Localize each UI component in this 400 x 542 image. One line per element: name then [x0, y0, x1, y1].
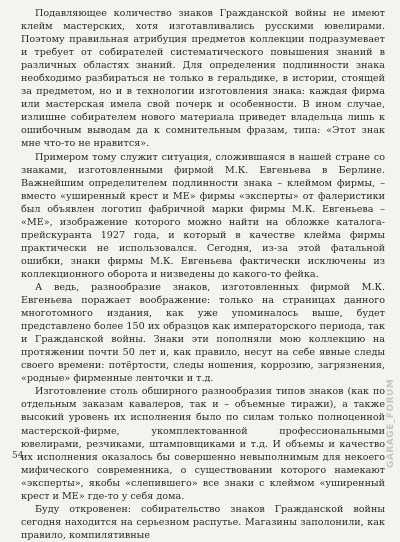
page-text [21, 7, 385, 542]
paragraph-5: Буду откровенен: собирательство знаков Гражданской войны сегодня находится на серьезном распутье. Магазины заполонили, как правило, компилятивные [21, 503, 385, 541]
paragraph-4: Изготовление столь обширного разнообразия типов знаков (как по отдельным заказам кавалеров, так и – объемные тиражи), а также высокий уровень их исполнения было по силам только полноценной мастерской-фирме, укомплектованной профессиональными ювелирами, резчиками, штамповщиками и т.д. И объемы и качество их исполнения оказалось бы совершенно невыполнимым для некоего мифического современника, о существовании которого намекают «эксперты», якобы «слепившего» все знаки с клеймом «уширенный крест и МЕ» где-то у себя дома. [21, 386, 385, 502]
paragraph-1: Подавляющее количество знаков Гражданской войны не имеют клейм мастерских, хотя изготавливались русскими ювелирами. Поэтому правильная атрибуция предметов коллекции подразумевает и требует от собирателей систематического повышения знаний в различных областях знаний. Для определения подлинности знака необходимо разбираться не только в геральдике, в истории, стоящей за предметом, но и в технологии изготовления знака: каждая фирма или мастерская имела свой почерк и особенности. В ином случае, излишне собирателем нового материала приведет владельца лишь к ошибочным выводам да к сомнительным фразам, типа: «Этот знак мне что-то не нравится». [21, 8, 385, 150]
paragraph-3: А ведь, разнообразие знаков, изготовленных фирмой М.К. Евгеньева поражает воображение: только на страницах данного многотомного издания, как уже упоминалось выше, будет представлено более 150 их образцов как императорского периода, так и Гражданской войны. Знаки эти пополняли мою коллекцию на протяжении почти 50 лет и, как правило, несут на себе явные следы своего времени: потёртости, следы ношения, коррозию, загрязнения, «родные» фирменные ленточки и т.д. [21, 281, 385, 385]
paragraph-2: Примером тому служит ситуация, сложившаяся в нашей стране со знаками, изготовленными фирмой М.К. Евгеньева в Берлине. Важнейшим определителем подлинности знака – клеймом фирмы, – вместо «уширенный крест и МЕ» фирмы «эксперты» от фалеристики был объявлен логотип фабричной марки фирмы М.К. Евгеньева – «МЕ», изображение которого можно найти на обложке каталога-прейскуранта 1927 года, и который в качестве клейма фирмы практически не использовался. Сегодня, из-за этой фатальной ошибки, знаки фирмы М.К. Евгеньева фактически исключены из коллекционного оборота и низведены до какого-то фейка. [21, 151, 385, 280]
page-number: 54 [12, 451, 24, 461]
watermark: GARAGE_FORUM [386, 378, 396, 468]
